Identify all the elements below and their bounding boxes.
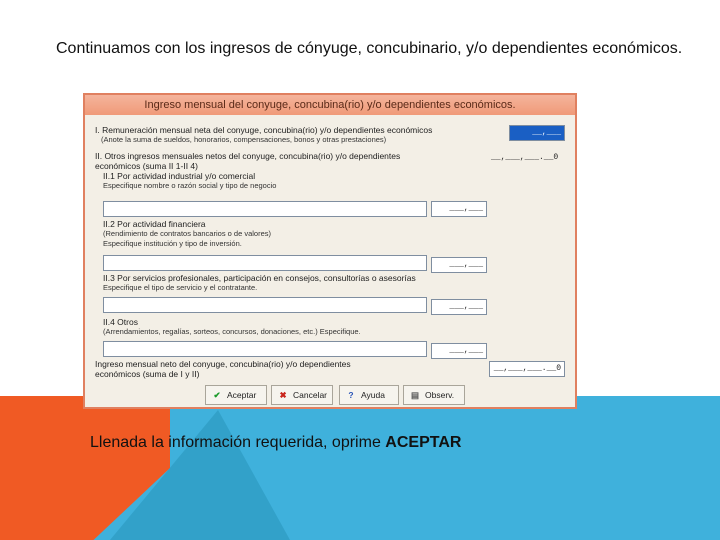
section-1-amount-input[interactable]: __,___: [509, 125, 565, 141]
observations-button-label: Observ.: [425, 390, 455, 400]
ii1-label: II.1 Por actividad industrial y/o comercial: [103, 171, 256, 181]
ii2-amount-input[interactable]: ___,___: [431, 257, 487, 273]
ii4-note: (Arrendamientos, regalías, sorteos, concursos, donaciones, etc.) Especifique.: [103, 327, 361, 336]
section-1-label: I. Remuneración mensual neta del conyuge, concubina(rio) y/o dependientes económicos: [95, 125, 433, 135]
ii1-amount-input[interactable]: ___,___: [431, 201, 487, 217]
ii4-description-input[interactable]: [103, 341, 427, 357]
total-label: Ingreso mensual neto del conyuge, concubina(rio) y/o dependientes: [95, 359, 351, 369]
income-dialog: [83, 93, 577, 409]
help-button[interactable]: [339, 385, 399, 405]
observations-button[interactable]: [403, 385, 465, 405]
section-1-note: (Anote la suma de sueldos, honorarios, compensaciones, bonos y otras prestaciones): [101, 135, 387, 144]
cancel-button-label: Cancelar: [293, 390, 328, 400]
total-label-cont: económicos (suma de I y II): [95, 369, 200, 379]
dialog-button-bar: [85, 383, 575, 407]
total-amount-field: __,___,___.__0: [489, 361, 565, 377]
ii3-label: II.3 Por servicios profesionales, participación en consejos, consultorías o asesorías: [103, 273, 416, 283]
section-2-label-cont: económicos (suma II 1-II 4): [95, 161, 198, 171]
ii2-label: II.2 Por actividad financiera: [103, 219, 206, 229]
slide-caption: [90, 434, 461, 452]
ii3-note: Especifique el tipo de servicio y el contratante.: [103, 283, 258, 292]
ii4-label: II.4 Otros: [103, 317, 138, 327]
check-icon: ✔: [213, 390, 221, 400]
ii2-note-1: (Rendimiento de contratos bancarios o de valores): [103, 229, 272, 238]
x-icon: ✖: [279, 390, 287, 400]
question-icon: ?: [348, 390, 354, 400]
caption-text: Llenada la información requerida, oprime: [90, 434, 386, 451]
caption-bold: ACEPTAR: [385, 434, 462, 451]
help-button-label: Ayuda: [361, 390, 385, 400]
ii2-description-input[interactable]: [103, 255, 427, 271]
slide-heading: Continuamos con los ingresos de cónyuge, concubinario, y/o dependientes económicos.: [56, 40, 683, 57]
accept-button-label: Aceptar: [227, 390, 257, 400]
dialog-title: Ingreso mensual del conyuge, concubina(rio) y/o dependientes económicos.: [85, 95, 575, 115]
ii3-description-input[interactable]: [103, 297, 427, 313]
ii4-amount-input[interactable]: ___,___: [431, 343, 487, 359]
ii3-amount-input[interactable]: ___,___: [431, 299, 487, 315]
dialog-body: [91, 117, 569, 379]
cancel-button[interactable]: [271, 385, 333, 405]
document-icon: ▤: [410, 390, 420, 400]
section-2-label: II. Otros ingresos mensuales netos del conyuge, concubina(rio) y/o dependientes: [95, 151, 401, 161]
ii1-description-input[interactable]: [103, 201, 427, 217]
ii1-note: Especifique nombre o razón social y tipo de negocio: [103, 181, 277, 190]
accept-button[interactable]: [205, 385, 267, 405]
ii2-note-2: Especifique institución y tipo de inversión.: [103, 239, 242, 248]
section-2-total: __,___,___.__0: [491, 153, 559, 162]
